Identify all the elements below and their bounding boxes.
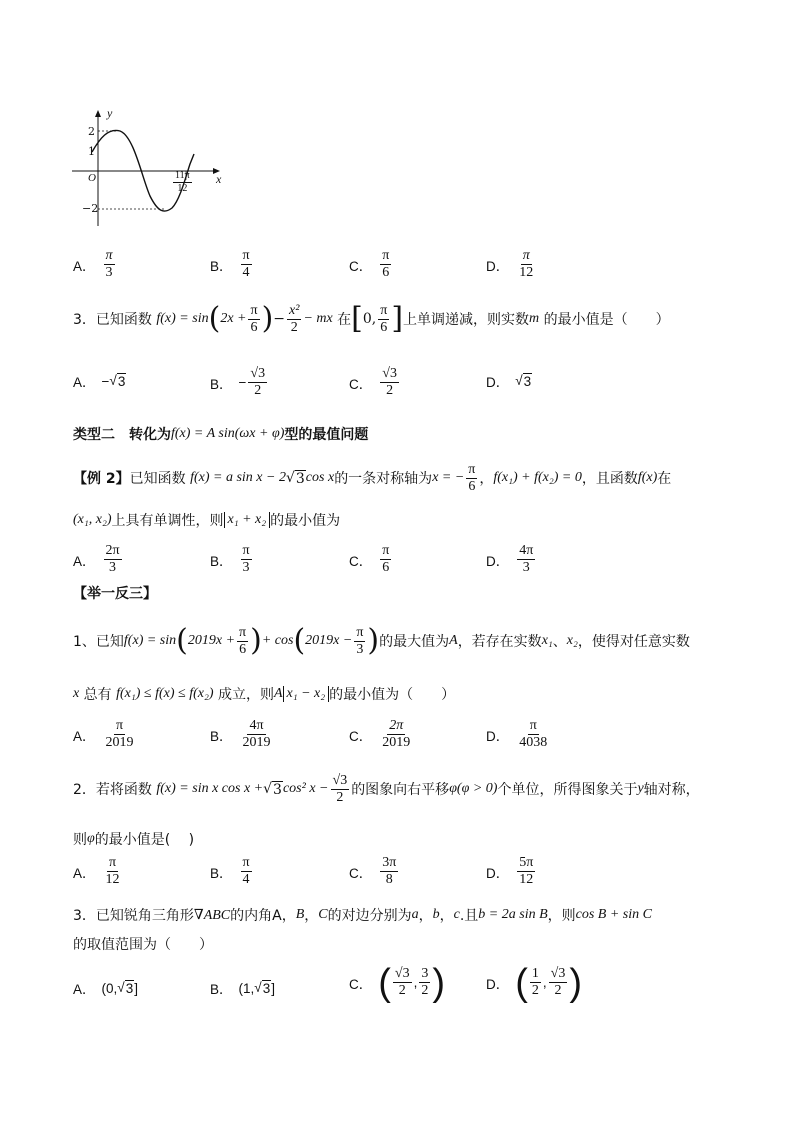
p1-option-d[interactable]: D． $\frac{\pi}{4038}$ (486, 718, 548, 750)
p2-option-d[interactable]: D． $\frac{5\pi}{12}$ (486, 855, 534, 887)
p3-option-a[interactable]: A． (0, √ 3 ] (73, 980, 138, 997)
q3a-options (0, 366, 794, 404)
tick-1: 1 (88, 145, 95, 158)
p3-option-b[interactable]: B． (1, √ 3 ] (210, 980, 275, 997)
ex2-line2: (x₁, x₂) 上具有单调性，则 x₁ + x₂ 的最小值为 (73, 512, 341, 529)
q3a-option-d[interactable]: D． √ 3 (486, 373, 532, 390)
p2-option-a[interactable]: A． $\frac{\pi}{12}$ (73, 855, 120, 887)
ex2-option-d[interactable]: D． $\frac{4\pi}{3}$ (486, 543, 534, 575)
q3a-option-a[interactable]: A． − √ 3 (73, 373, 126, 390)
sine-graph (70, 108, 230, 230)
prev-option-c[interactable]: C． $\frac{\pi}{6}$ (349, 248, 390, 280)
p2-option-b[interactable]: B． $\frac{\pi}{4}$ (210, 855, 250, 887)
p1-option-c[interactable]: C． $\frac{2\pi}{2019}$ (349, 718, 411, 750)
prev-option-d[interactable]: D． $\frac{\pi}{12}$ (486, 248, 534, 280)
tick-neg2: −2 (82, 202, 99, 215)
q3a-stem: 3． 已知函数 f(x) = sin ( 2x + $\frac{\pi}{6}$ ) − $\frac{\text{x²}}{2}$ − mx 在 [ 0, $\frac{\pi}{6}$ ] 上单调递减，则实数 m 的最小值是（ ） (73, 301, 670, 336)
p1-line1: 1、 已知 f(x) = sin ( 2019x + $\frac{\pi}{6}$ ) + cos ( 2019x − $\frac{\pi}{3}$ ) 的最大值为 A ，若存在实数 x₁ 、 x₂ ，使得对任意实数 (73, 623, 690, 658)
p3-option-c[interactable]: C． ( $\frac{√3}{2}$ , $\frac{3}{2}$ ) (349, 961, 446, 1004)
p1-line2: x 总有 f(x₁) ≤ f(x) ≤ f(x₂) 成立，则 A x₁ − x₂ 的最小值为（ ） (73, 686, 456, 703)
prev-option-a[interactable]: A． $\frac{\pi}{3}$ (73, 248, 113, 280)
p2-option-c[interactable]: C． $\frac{3\pi}{8}$ (349, 855, 397, 887)
p1-option-b[interactable]: B． $\frac{4\pi}{2019}$ (210, 718, 271, 750)
practice-heading: 【举一反三】 (73, 586, 157, 602)
p1-options (0, 718, 794, 756)
q3a-option-c[interactable]: C． $\frac{√3}{2}$ (349, 366, 397, 398)
prev-options (0, 248, 794, 288)
ex2-line1: 【例 2】 已知函数 f(x) = a sin x − 2 √ 3 cos x 的一条对称轴为 x = − $\frac{\pi}{6}$ ， f(x₁) + f(x₂) = 0 ，且函数 f(x) 在 (73, 461, 672, 494)
origin-label: O (88, 172, 96, 184)
tick-2: 2 (88, 125, 95, 138)
prev-option-b[interactable]: B． $\frac{\pi}{4}$ (210, 248, 250, 280)
p2-options (0, 855, 794, 893)
ex2-option-a[interactable]: A． $\frac{2\pi}{3}$ (73, 543, 120, 575)
x-axis-label: x (216, 172, 222, 186)
ex2-option-b[interactable]: B． $\frac{\pi}{3}$ (210, 543, 250, 575)
p3-line1: 3． 已知锐角三角形 ∇ABC 的内角A， B ， C 的对边分别为 a ， b ， c .且 b = 2a sin B ，则 cos B + sin C (73, 907, 652, 924)
y-axis-arrow (95, 110, 101, 117)
q3a-option-b[interactable]: B． − $\frac{√3}{2}$ (210, 366, 266, 398)
type2-heading: 类型二 转化为 f(x) = A sin(ωx + φ) 型的最值问题 (73, 426, 369, 443)
p3-options (0, 961, 794, 1014)
ex2-option-c[interactable]: C． $\frac{\pi}{6}$ (349, 543, 390, 575)
p2-line1: 2． 若将函数 f(x) = sin x cos x + √ 3 cos² x − $\frac{√3}{2}$ 的图象向右平移 φ(φ > 0) 个单位，所得图象关于 y 轴对称， (73, 772, 700, 805)
tick-11pi-12: $\frac{11\pi}{12}$ (175, 170, 190, 194)
p3-option-d[interactable]: D． ( $\frac{1}{2}$ , $\frac{√3}{2}$ ) (486, 961, 583, 1004)
p3-line2: 的取值范围为（ ） (73, 937, 213, 953)
p2-line2: 则 φ 的最小值是( ) (73, 831, 195, 848)
ex2-options (0, 543, 794, 581)
p1-option-a[interactable]: A． $\frac{\pi}{2019}$ (73, 718, 134, 750)
y-axis-label: y (107, 106, 113, 120)
